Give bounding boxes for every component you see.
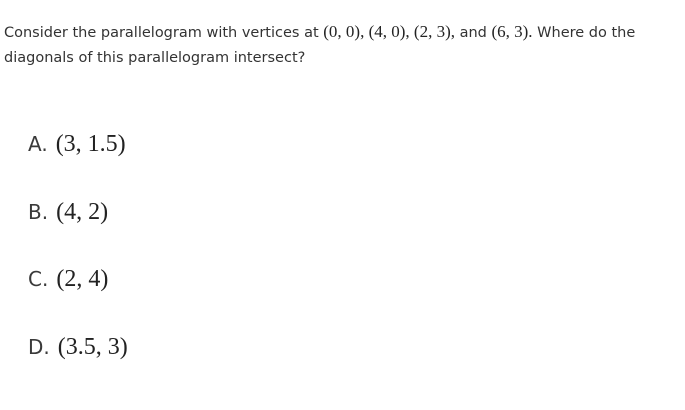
- answer-choices: [28, 126, 128, 396]
- question-intro: Consider the parallelogram with vertices at: [4, 25, 324, 41]
- choice-c[interactable]: [28, 261, 128, 329]
- question-last-vertex: (6, 3).: [491, 22, 533, 41]
- choice-a[interactable]: [28, 126, 128, 194]
- choice-letter: C.: [28, 267, 49, 291]
- choice-value: (3, 1.5): [55, 131, 126, 157]
- choice-value: (2, 4): [56, 266, 109, 292]
- choice-letter: D.: [28, 334, 50, 359]
- question-text: [4, 19, 679, 71]
- choice-d[interactable]: [28, 329, 128, 397]
- choice-b[interactable]: [28, 194, 128, 262]
- choice-value: (3.5, 3): [57, 333, 128, 360]
- choice-value: (4, 2): [56, 198, 109, 225]
- question-vertices: (0, 0), (4, 0), (2, 3),: [323, 22, 455, 41]
- question-and: and: [454, 25, 492, 41]
- question-prompt: Where do the diagonals of this parallelogram intersect?: [4, 25, 636, 66]
- choice-letter: B.: [28, 199, 49, 224]
- choice-letter: A.: [28, 132, 48, 156]
